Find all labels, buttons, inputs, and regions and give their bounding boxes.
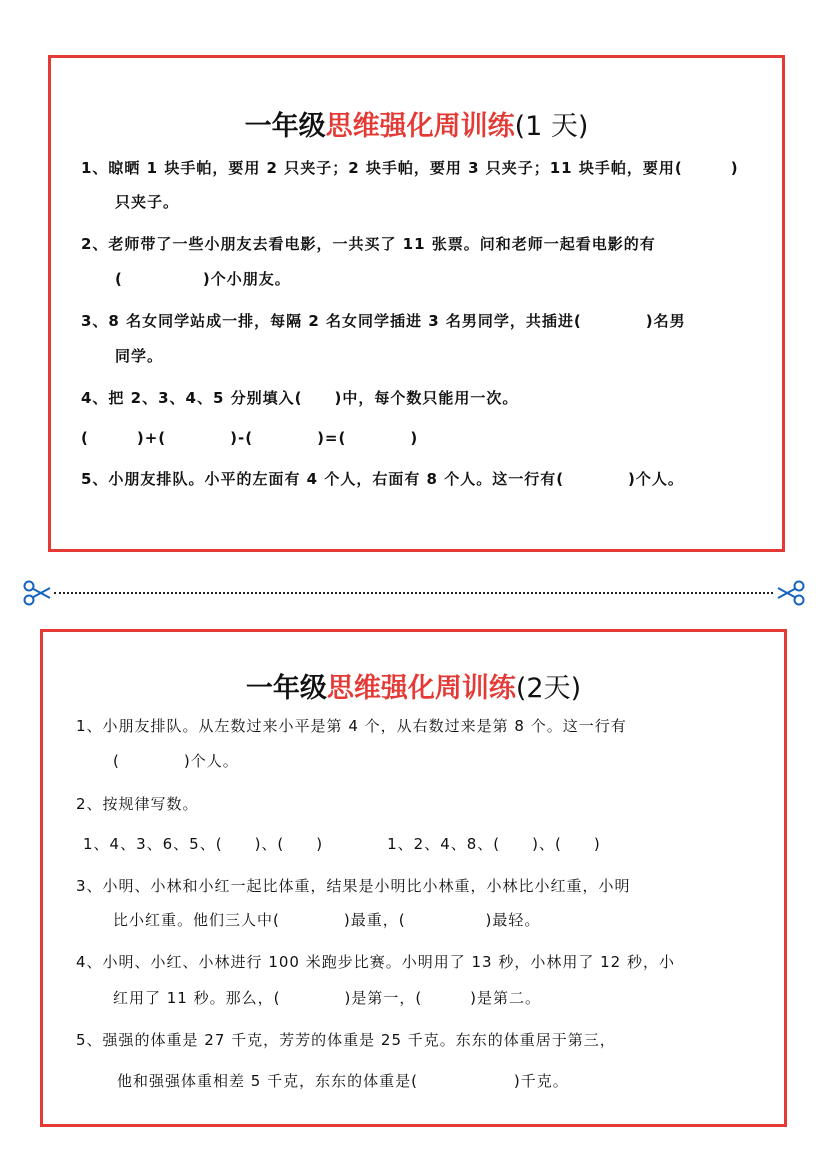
worksheet-title	[43, 666, 784, 705]
title-grade: 一年级	[245, 673, 327, 704]
question-2-cont: ( )个小朋友。	[115, 270, 291, 288]
question-4: 4、小明、小红、小林进行 100 米跑步比赛。小明用了 13 秒，小林用了 12 秒，小	[76, 953, 675, 971]
question-2: 2、老师带了一些小朋友去看电影，一共买了 11 张票。问和老师一起看电影的有	[81, 235, 656, 253]
title-topic: 思维强化周训练	[326, 673, 516, 704]
question-5-cont: 他和强强体重相差 5 千克，东东的体重是( )千克。	[117, 1072, 569, 1090]
question-3-cont: 同学。	[115, 347, 164, 365]
title-grade: 一年级	[244, 111, 326, 142]
question-4-cont: 红用了 11 秒。那么，( )是第一，( )是第二。	[113, 989, 542, 1007]
question-3: 3、小明、小林和小红一起比体重，结果是小明比小林重，小林比小红重，小明	[76, 877, 631, 895]
question-5: 5、强强的体重是 27 千克，芳芳的体重是 25 千克。东东的体重居于第三，	[76, 1031, 616, 1049]
question-1: 1、晾晒 1 块手帕，要用 2 只夹子；2 块手帕，要用 3 只夹子；11 块手帕，要用( )	[81, 159, 739, 177]
question-1-cont: 只夹子。	[115, 193, 180, 211]
question-1-cont: ( )个人。	[113, 752, 239, 770]
title-day: (2天)	[515, 673, 582, 704]
scissors-icon	[22, 578, 52, 608]
question-4-equation: ( )+( )-( )=( )	[81, 429, 419, 447]
question-3-cont: 比小红重。他们三人中( )最重，( )最轻。	[113, 911, 541, 929]
question-5: 5、小朋友排队。小平的左面有 4 个人，右面有 8 个人。这一行有( )个人。	[81, 470, 684, 488]
worksheet-title	[51, 104, 782, 143]
question-2-sequences: 1、4、3、6、5、( )、( ) 1、2、4、8、( )、( )	[83, 835, 601, 853]
cut-line	[54, 592, 773, 594]
title-topic: 思维强化周训练	[325, 111, 515, 142]
worksheet-day1	[48, 55, 785, 552]
question-1: 1、小朋友排队。从左数过来小平是第 4 个，从右数过来是第 8 个。这一行有	[76, 717, 627, 735]
title-day: (1 天)	[514, 111, 589, 142]
question-4: 4、把 2、3、4、5 分别填入( )中，每个数只能用一次。	[81, 389, 519, 407]
question-2: 2、按规律写数。	[76, 795, 199, 813]
worksheet-day2	[40, 629, 787, 1127]
scissors-icon	[776, 578, 806, 608]
question-3: 3、8 名女同学站成一排，每隔 2 名女同学插进 3 名男同学，共插进( )名男	[81, 312, 686, 330]
